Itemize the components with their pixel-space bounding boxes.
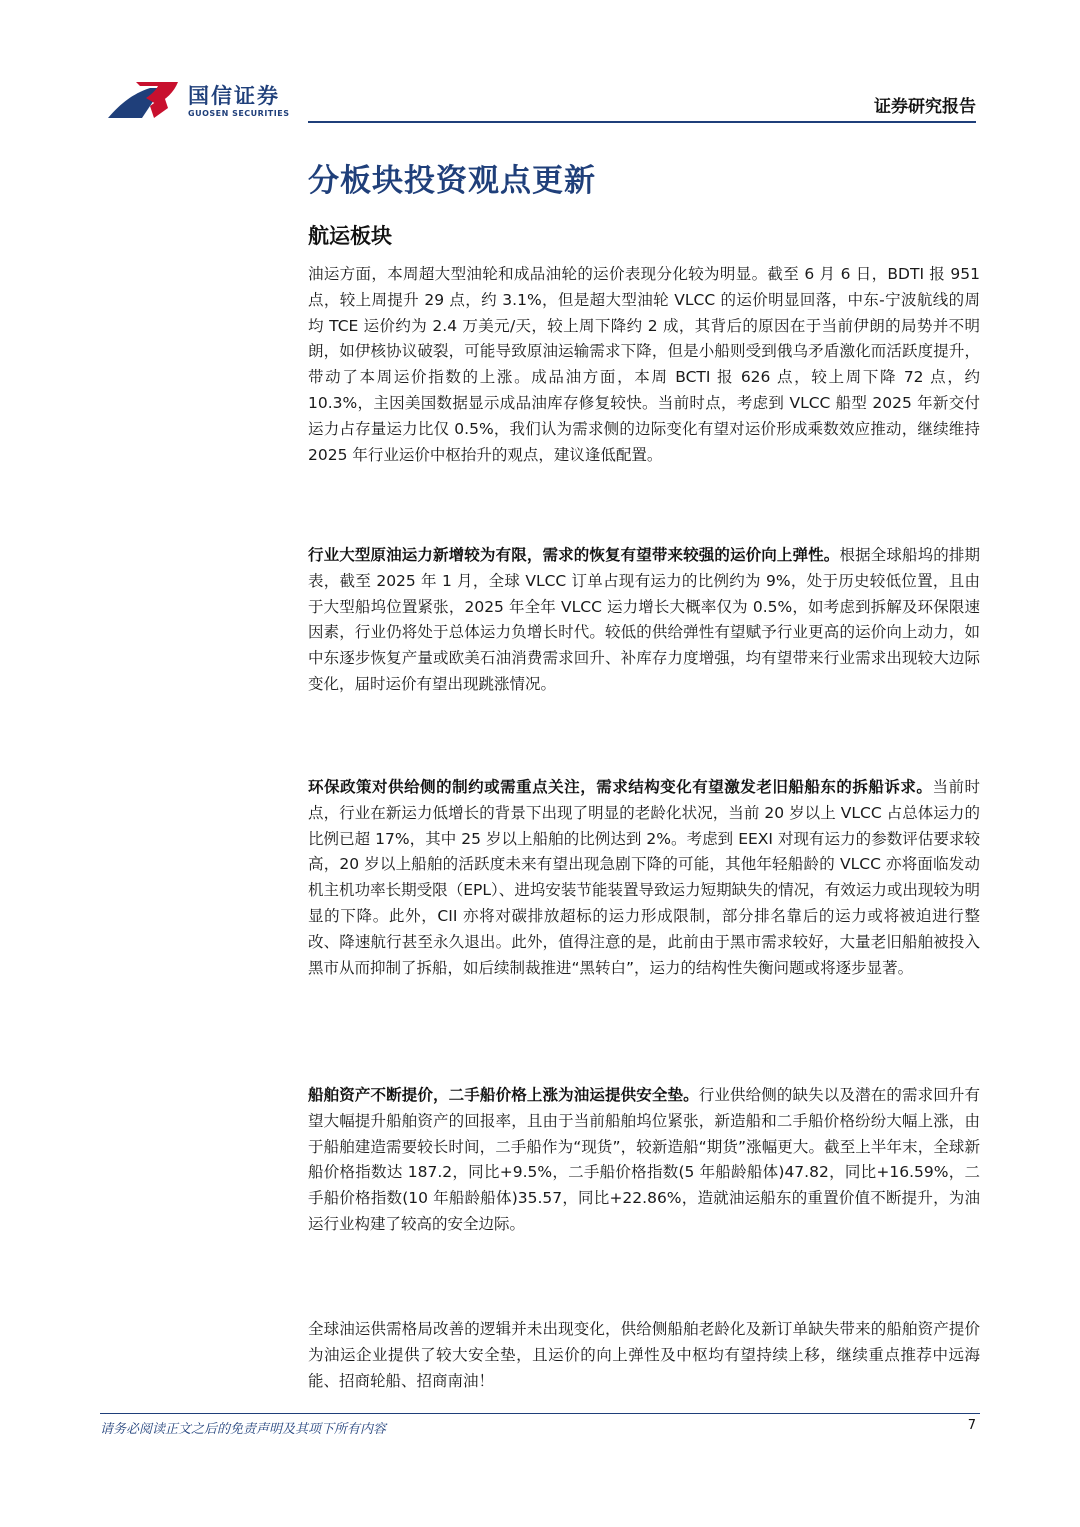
paragraph-lead: 船舶资产不断提价，二手船价格上涨为油运提供安全垫。 [308,1086,699,1104]
section-title: 航运板块 [308,224,392,248]
page-title: 分板块投资观点更新 [308,163,596,199]
footer-disclaimer: 请务必阅读正文之后的免责声明及其项下所有内容 [100,1422,387,1437]
company-logo [106,76,306,122]
paragraph-conclusion: 全球油运供需格局改善的逻辑并未出现变化，供给侧船舶老龄化及新订单缺失带来的船舶资产提价为油运企业提供了较大安全垫，且运价的向上弹性及中枢均有望持续上移，继续重点推荐中远海能、招商轮船、招商南油！ [308,1320,980,1390]
paragraph-lead: 行业大型原油运力新增较为有限，需求的恢复有望带来较强的运价向上弹性。 [308,546,840,564]
header-divider [308,121,976,123]
paragraph-ship-asset-prices: 船舶资产不断提价，二手船价格上涨为油运提供安全垫。行业供给侧的缺失以及潜在的需求回升有望大幅提升船舶资产的回报率，且由于当前船舶坞位紧张，新造船和二手船价格纷纷大幅上涨，由于船舶建造需要较长时间，二手船作为“现货”，较新造船“期货”涨幅更大。截至上半年末，全球新船价格指数达 187.2，同比+9.5%，二手船价格指数(5 年船龄船体)47.82，同比+16.59%，二手船价格指数(10 年船龄船体)35.57，同比+22.86%，造就油运船东的重置价值不断提升，为油运行业构建了较高的安全边际。 [308,1086,980,1233]
logo-chinese-name: 国信证券 [188,84,280,108]
paragraph-lead: 环保政策对供给侧的制约或需重点关注，需求结构变化有望激发老旧船船东的拆船诉求。 [308,778,933,796]
paragraph-capacity-elasticity: 行业大型原油运力新增较为有限，需求的恢复有望带来较强的运价向上弹性。根据全球船坞的排期表，截至 2025 年 1 月，全球 VLCC 订单占现有运力的比例约为 9%，处于历史较低位置，且由于大型船坞位置紧张，2025 年全年 VLCC 运力增长大概率仅为 0.5%，如考虑到拆解及环保限速因素，行业仍将处于总体运力负增长时代。较低的供给弹性有望赋予行业更高的运价向上动力，如中东逐步恢复产量或欧美石油消费需求回升、补库存力度增强，均有望带来行业需求出现较大边际变化，届时运价有望出现跳涨情况。 [308,546,980,693]
paragraph-oil-shipping: 油运方面，本周超大型油轮和成品油轮的运价表现分化较为明显。截至 6 月 6 日，BDTI 报 951 点，较上周提升 29 点，约 3.1%，但是超大型油轮 VLCC 的运价明显回落，中东-宁波航线的周均 TCE 运价约为 2.4 万美元/天，较上周下降约 2 成，其背后的原因在于当前伊朗的局势并不明朗，如伊核协议破裂，可能导致原油运输需求下降，但是小船则受到俄乌矛盾激化而活跃度提升，带动了本周运价指数的上涨。成品油方面，本周 BCTI 报 626 点，较上周下降 72 点，约 10.3%，主因美国数据显示成品油库存修复较快。当前时点，考虑到 VLCC 船型 2025 年新交付运力占存量运力比仅 0.5%，我们认为需求侧的边际变化有望对运价形成乘数效应推动，继续维持 2025 年行业运价中枢抬升的观点，建议逢低配置。 [308,265,980,464]
guosen-logo-icon [106,78,182,120]
logo-english-name: GUOSEN SECURITIES [188,109,290,118]
paragraph-environmental-policy: 环保政策对供给侧的制约或需重点关注，需求结构变化有望激发老旧船船东的拆船诉求。当前时点，行业在新运力低增长的背景下出现了明显的老龄化状况，当前 20 岁以上 VLCC 占总体运力的比例已超 17%，其中 25 岁以上船舶的比例达到 2%。考虑到 EEXI 对现有运力的参数评估要求较高，20 岁以上船舶的活跃度未来有望出现急剧下降的可能，其他年轻船龄的 VLCC 亦将面临发动机主机功率长期受限（EPL）、进坞安装节能装置导致运力短期缺失的情况，有效运力或出现较为明显的下降。此外，CII 亦将对碳排放超标的运力形成限制，部分排名靠后的运力或将被迫进行整改、降速航行甚至永久退出。此外，值得注意的是，此前由于黑市需求较好，大量老旧船舶被投入黑市从而抑制了拆船，如后续制裁推进“黑转白”，运力的结构性失衡问题或将逐步显著。 [308,778,980,977]
footer-divider [100,1413,980,1414]
page-number: 7 [967,1418,976,1433]
report-type-label: 证券研究报告 [874,97,976,117]
